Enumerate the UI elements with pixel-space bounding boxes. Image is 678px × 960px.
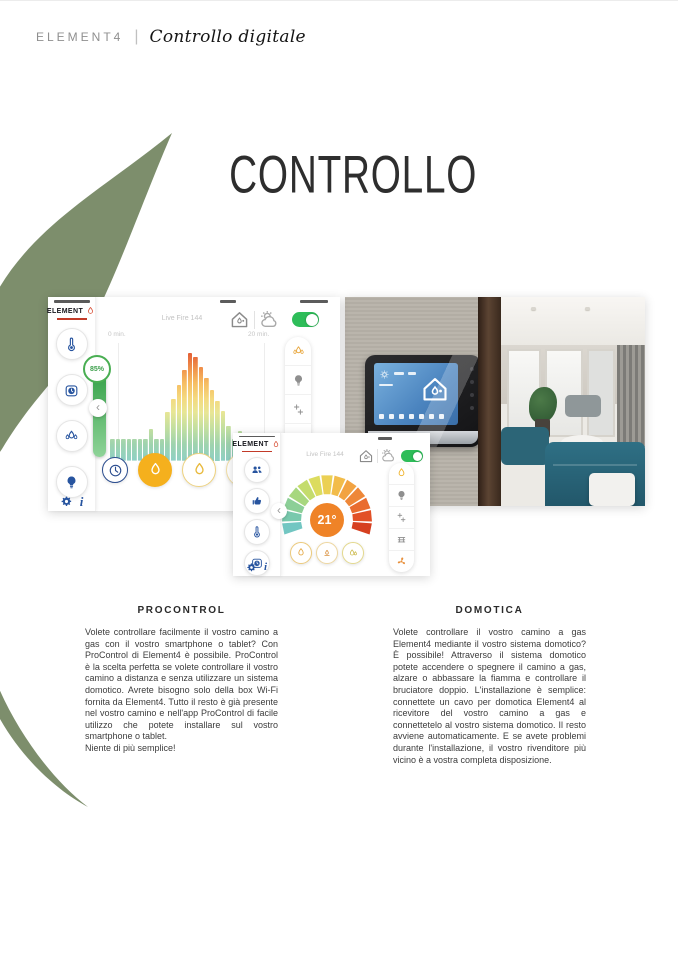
burner-button-row [290,542,364,564]
sidebar-footer-icons [48,495,95,508]
sofa-left [501,427,549,465]
double-flame-icon [342,542,364,564]
gauge-segment [352,522,372,535]
chart-bar [171,399,176,461]
people-icon [244,457,270,483]
chart-bar [204,378,209,461]
home-icon [228,308,251,331]
flame-icon [182,453,216,487]
domotica-app-screenshot [233,433,430,576]
armchairs [565,395,601,417]
info-icon: i [80,495,84,508]
chapter-subtitle: Controllo digitale [150,27,306,47]
lounge-room [501,297,645,506]
domotica-heading: DOMOTICA [393,605,586,616]
chevron-left-icon: ‹ [89,399,107,417]
bulb-icon [389,485,414,507]
procontrol-tagline: Niente di più semplice! [85,743,278,755]
flame-icon [138,453,172,487]
logo-flame-icon [271,440,281,450]
page-header [36,27,306,47]
sidebar-icon-list [56,328,88,498]
grate-icon [389,529,414,551]
sidebar-footer-icons [233,562,280,573]
domotica-section [393,605,586,766]
procontrol-heading: PROCONTROL [85,605,278,616]
connection-status-text [54,300,90,303]
phone-statusbar-icons [300,300,328,303]
phone-statusbar-time [220,300,236,303]
gauge-segment [282,522,302,535]
toggle-knob [306,314,318,326]
connection-status-text [239,436,275,437]
gear-icon [60,495,73,508]
gauge-segment [321,475,332,494]
chart-bar [199,367,204,461]
flame-icon [290,542,312,564]
logo-flame-icon [85,306,96,317]
vertical-blinds [617,345,645,447]
sidebar-icon-list [244,457,270,576]
chart-bar [177,385,182,461]
thermometer-icon [56,328,88,360]
element4-logo: ELEMENT [47,306,96,317]
page-title: CONTROLLO [0,145,678,204]
header-divider: | [134,28,138,46]
info-icon: i [264,562,267,573]
screen-title: Live Fire 144 [142,315,222,322]
chart-bar [210,390,215,461]
chart-bar [188,353,193,461]
chart-bar [215,401,220,462]
hand-icon [244,488,270,514]
logo-tagline [57,318,87,320]
thermometer-icon [244,519,270,545]
toggle-knob [413,452,422,461]
element4-logo: ELEMENT [232,440,280,450]
sliders-icon [285,395,311,424]
function-rail [389,463,414,572]
triple-flame-icon [285,337,311,366]
temperature-value: 21° [307,513,347,527]
bulb-icon [285,366,311,395]
chevron-left-icon: ‹ [271,503,287,519]
power-toggle [401,450,423,462]
sliders-icon [389,507,414,529]
axis-end-label: 20 min. [248,331,269,338]
clock-icon [102,457,128,483]
procontrol-body: Volete controllare facilmente il vostro camino a gas con il vostro smartphone o tablet? Con ProControl di Element4 è possibile. ProControl è la scelta perfetta se volete controllare il vostro camino a distanza e senza utilizzare un sistema domotico. Avrete bisogno solo della box Wi-Fi fornita da Element4. Tutto il resto è già presente nel vostro camino e nell'app ProControl di facile utilizzo che potete installare sul vostro smartphone o tablet. [85,627,278,743]
topbar-divider [254,311,255,329]
procontrol-section [85,605,278,755]
downlight [531,307,536,310]
axis-start-label: 0 min. [108,331,126,338]
room-ceiling [501,297,645,345]
window-panel [587,349,615,437]
door-frame [478,297,501,506]
topbar-divider [377,449,378,463]
brand-logo: ELEMENT4 [36,30,123,44]
domotica-body: Volete controllare il vostro camino a gas Element4 mediante il vostro sistema domotico? È possibile! Attraverso il sistema domotico potete accendere o spegnere il camino a gas, alzare o abbassare la fiamma e controllare il bruciatore doppio. L'installazione è semplice: connettete un cavo per domotica Element4 al ricevitore del vostro camino a gas e connettetelo al vostro sistema domotico. Il resto avviene automaticamente. E se avete problemi durante l'installazione, il vostro rivenditore più vicino è a vostra completa disposizione. [393,627,586,766]
flame-height-badge: 85% [83,355,111,383]
triple-flame-icon [56,420,88,452]
gear-icon [246,562,257,573]
weather-icon [257,307,283,333]
phone-statusbar-icons [378,437,392,440]
home-icon [357,447,375,465]
fan-icon [389,551,414,572]
ember-icon [316,542,338,564]
downlight [585,307,590,310]
power-toggle [292,312,319,327]
chart-bar [182,370,187,461]
timer-icon [56,374,88,406]
flame-icon [389,463,414,485]
chart-bar [193,357,198,461]
screen-title: Live Fire 144 [295,451,355,458]
white-coffee-table [589,473,635,506]
